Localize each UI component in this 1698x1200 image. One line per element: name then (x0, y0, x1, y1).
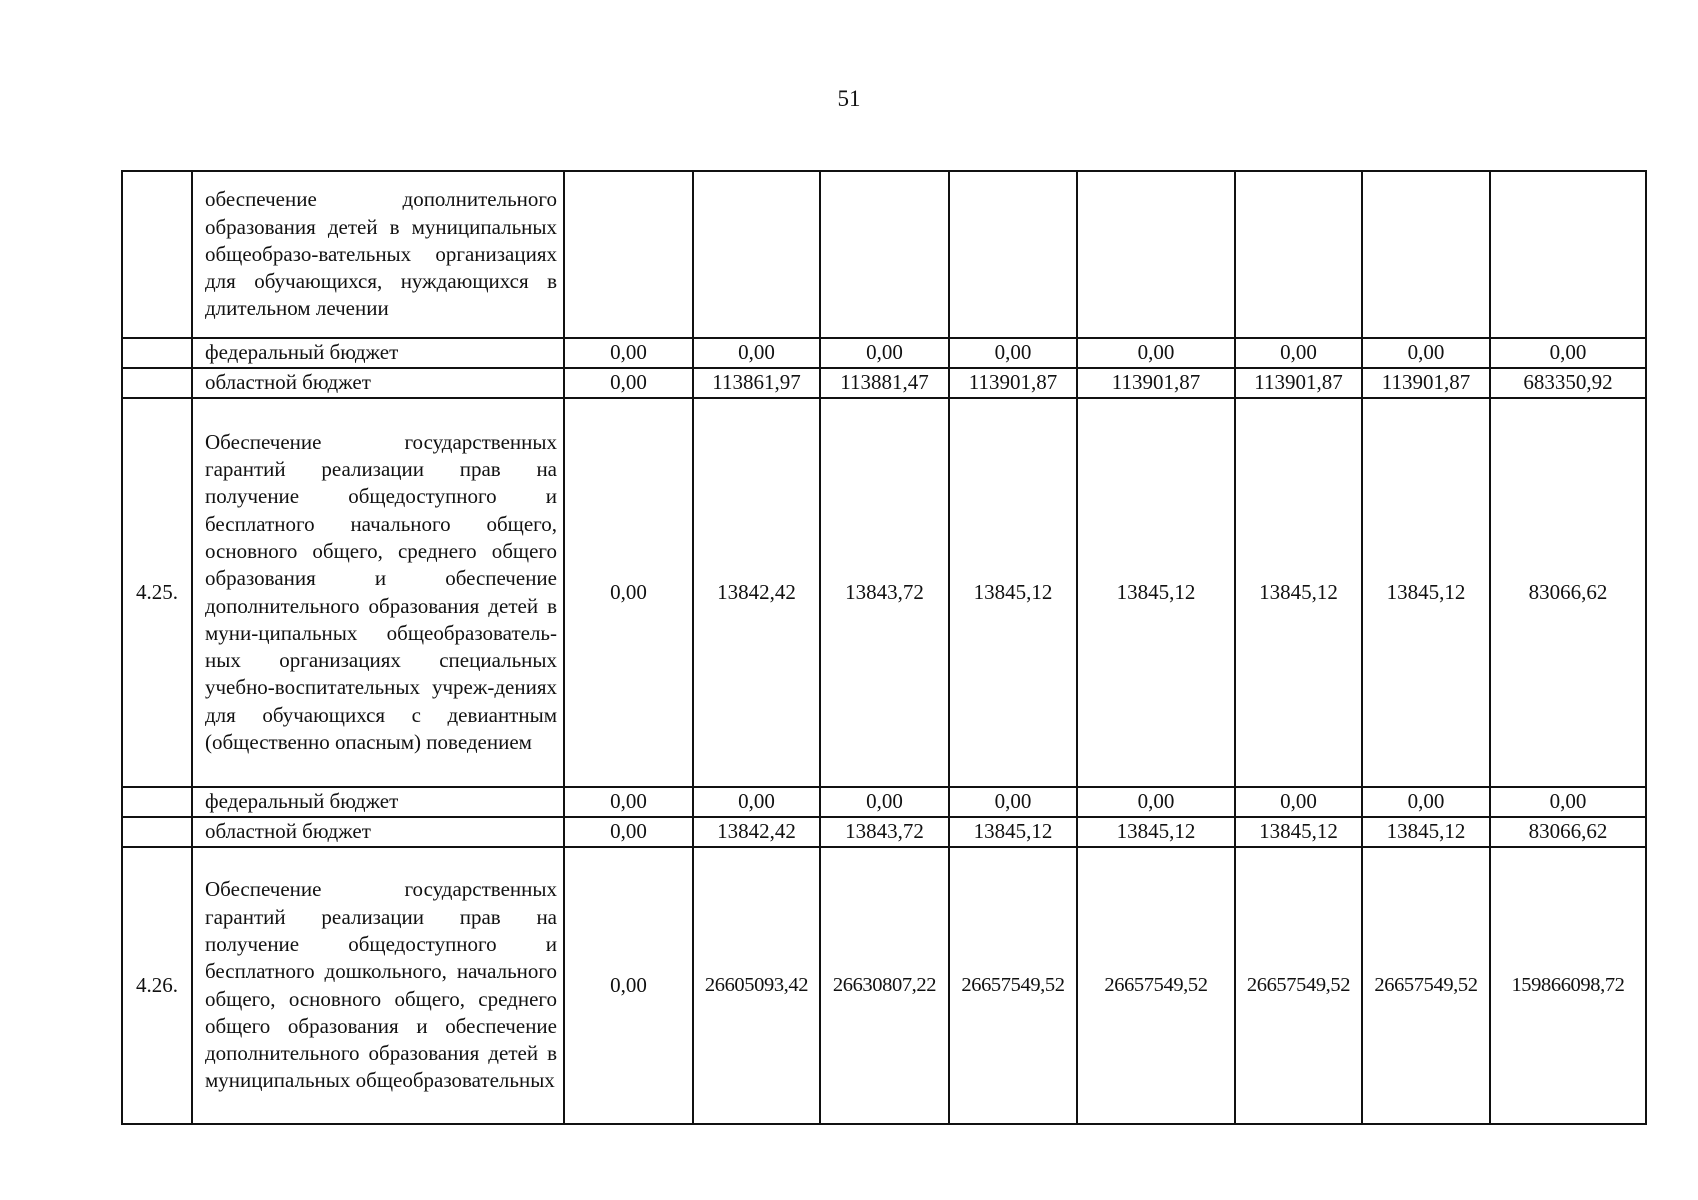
table-row (122, 847, 1646, 1124)
value-cell: 13845,12 (949, 817, 1077, 847)
table-row (122, 817, 1646, 847)
budget-table (121, 170, 1647, 1125)
value-cell: 0,00 (1077, 787, 1235, 817)
value-cell: 0,00 (1362, 787, 1490, 817)
value-cell: 26657549,52 (949, 847, 1077, 1124)
page-number: 51 (837, 86, 861, 111)
value-cell: 113881,47 (820, 368, 949, 398)
value-cell: 0,00 (564, 817, 693, 847)
row-number (122, 787, 192, 817)
row-number (122, 368, 192, 398)
value-cell: 0,00 (693, 787, 820, 817)
row-number: 4.26. (122, 847, 192, 1124)
value-cell: 0,00 (949, 338, 1077, 368)
row-description: Обеспечение государственных гарантий реализации прав на получение общедоступного и бесплатного дошкольного, начального общего, основного общего, среднего общего образования и обеспечение дополнительного образования детей в муниципальных общеобразовательных (192, 847, 564, 1124)
value-cell: 13842,42 (693, 817, 820, 847)
row-description: обеспечение дополнительного образования детей в муниципальных общеобразо-вательных организациях для обучающихся, нуждающихся в длительном лечении (192, 171, 564, 338)
value-cell: 0,00 (820, 338, 949, 368)
table-row (122, 398, 1646, 787)
value-cell (1490, 171, 1646, 338)
value-cell (1235, 171, 1362, 338)
value-cell: 13845,12 (1362, 817, 1490, 847)
row-number (122, 171, 192, 338)
value-cell: 683350,92 (1490, 368, 1646, 398)
value-cell: 113901,87 (1077, 368, 1235, 398)
value-cell: 0,00 (1490, 338, 1646, 368)
value-cell: 26605093,42 (693, 847, 820, 1124)
value-cell: 159866098,72 (1490, 847, 1646, 1124)
row-description: Обеспечение государственных гарантий реализации прав на получение общедоступного и бесплатного начального общего, основного общего, среднего общего образования и обеспечение дополнительного образования детей в муни-ципальных общеобразователь-ных организациях специальных учебно-воспитательных учреж-дениях для обучающихся с девиантным (общественно опасным) поведением (192, 398, 564, 787)
value-cell: 0,00 (820, 787, 949, 817)
row-description: областной бюджет (192, 817, 564, 847)
value-cell: 13842,42 (693, 398, 820, 787)
value-cell (949, 171, 1077, 338)
value-cell: 113901,87 (949, 368, 1077, 398)
value-cell: 13845,12 (1235, 398, 1362, 787)
value-cell: 0,00 (949, 787, 1077, 817)
value-cell: 26657549,52 (1235, 847, 1362, 1124)
value-cell (693, 171, 820, 338)
value-cell (564, 171, 693, 338)
value-cell: 13845,12 (1362, 398, 1490, 787)
value-cell: 0,00 (564, 787, 693, 817)
value-cell: 113901,87 (1362, 368, 1490, 398)
table-row (122, 787, 1646, 817)
row-description: федеральный бюджет (192, 338, 564, 368)
value-cell: 26657549,52 (1362, 847, 1490, 1124)
value-cell: 13845,12 (949, 398, 1077, 787)
value-cell: 13843,72 (820, 398, 949, 787)
value-cell: 13845,12 (1077, 398, 1235, 787)
value-cell: 0,00 (1077, 338, 1235, 368)
value-cell: 0,00 (564, 847, 693, 1124)
table-row (122, 368, 1646, 398)
value-cell: 113901,87 (1235, 368, 1362, 398)
value-cell (820, 171, 949, 338)
value-cell: 13845,12 (1077, 817, 1235, 847)
value-cell: 0,00 (1362, 338, 1490, 368)
value-cell: 83066,62 (1490, 817, 1646, 847)
table-row (122, 338, 1646, 368)
value-cell: 13843,72 (820, 817, 949, 847)
value-cell: 0,00 (564, 368, 693, 398)
value-cell: 0,00 (564, 338, 693, 368)
value-cell: 83066,62 (1490, 398, 1646, 787)
value-cell: 26630807,22 (820, 847, 949, 1124)
row-number (122, 338, 192, 368)
table-row (122, 171, 1646, 338)
value-cell: 0,00 (693, 338, 820, 368)
row-number (122, 817, 192, 847)
value-cell: 13845,12 (1235, 817, 1362, 847)
row-description: областной бюджет (192, 368, 564, 398)
value-cell: 26657549,52 (1077, 847, 1235, 1124)
value-cell: 113861,97 (693, 368, 820, 398)
row-number: 4.25. (122, 398, 192, 787)
value-cell (1077, 171, 1235, 338)
value-cell: 0,00 (1235, 338, 1362, 368)
value-cell: 0,00 (1235, 787, 1362, 817)
value-cell (1362, 171, 1490, 338)
row-description: федеральный бюджет (192, 787, 564, 817)
value-cell: 0,00 (564, 398, 693, 787)
value-cell: 0,00 (1490, 787, 1646, 817)
